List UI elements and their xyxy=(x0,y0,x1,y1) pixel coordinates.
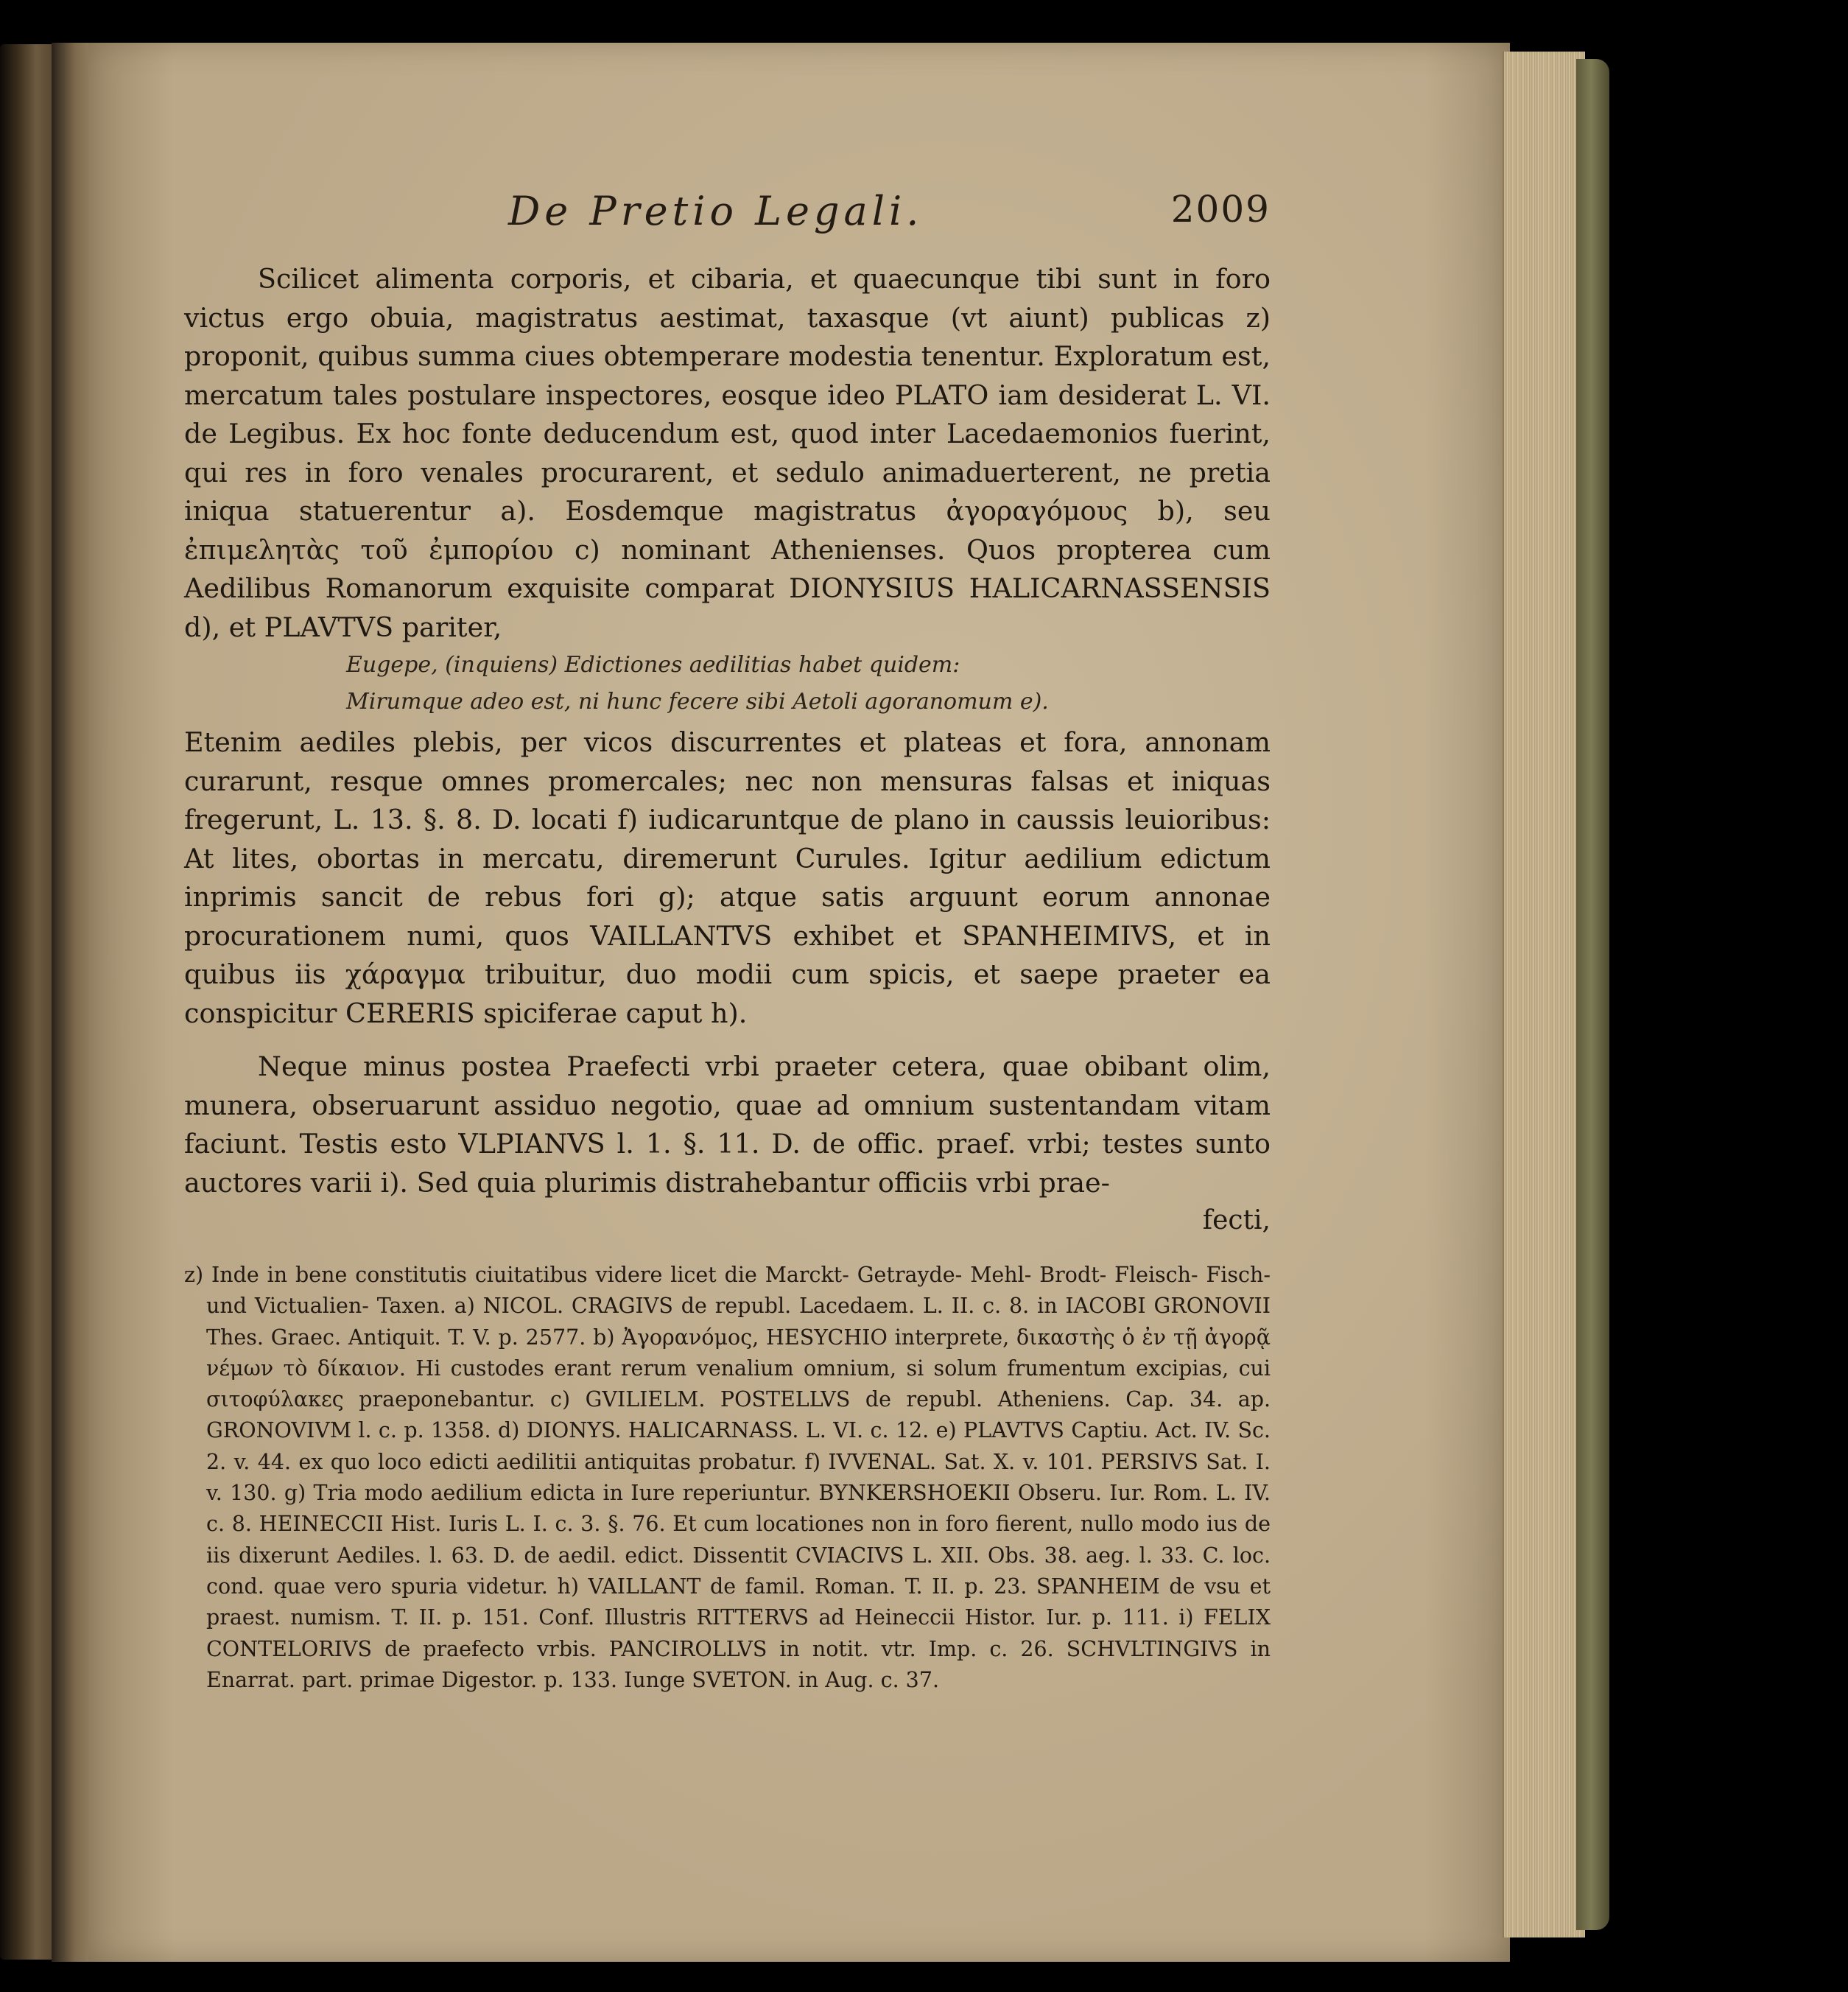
page-block-edge xyxy=(1503,52,1585,1937)
page-text-block xyxy=(184,180,1271,1696)
paragraph-2: Etenim aediles plebis, per vicos discurrentes et plateas et fora, annonam curarunt, resque omnes promercales; nec non mensuras falsas et iniquas fregerunt, L. 13. §. 8. D. locati f) iudicaruntque de plano in caussis leuioribus: At lites, obortas in mercatu, diremerunt Curules. Igitur aedilium edictum inprimis sancit de rebus fori g); atque satis arguunt eorum annonae procurationem numi, quos VAILLANTVS exhibet et SPANHEIMIVS, et in quibus iis χάραγμα tribuitur, duo modii cum spicis, et saepe praeter ea conspicitur CERERIS spiciferae caput h). xyxy=(184,726,1271,1029)
footnotes: z) Inde in bene constitutis ciuitatibus videre licet die Marckt- Getrayde- Mehl- Brodt- Fleisch- Fisch- und Victualien- Taxen. a) NICOL. CRAGIVS de republ. Lacedaem. L. II. c. 8. in IACOBI GRONOVII Thes. Graec. Antiquit. T. V. p. 2577. b) Ἀγορανόμος, HESYCHIO interprete, δικαστὴς ὁ ἐν τῇ ἀγορᾷ νέμων τὸ δίκαιον. Hi custodes erant rerum venalium omnium, si solum frumentum excipias, cui σιτοφύλακες praeponebantur. c) GVILIELM. POSTELLVS de republ. Atheniens. Cap. 34. ap. GRONOVIVM l. c. p. 1358. d) DIONYS. HALICARNASS. L. VI. c. 12. e) PLAVTVS Captiu. Act. IV. Sc. 2. v. 44. ex quo loco edicti aedilitii antiquitas probatur. f) IVVENAL. Sat. X. v. 101. PERSIVS Sat. I. v. 130. g) Tria modo aedilium edicta in Iure reperiuntur. BYNKERSHOEKII Obseru. Iur. Rom. L. IV. c. 8. HEINECCII Hist. Iuris L. I. c. 3. §. 76. Et cum locationes non in foro fierent, nullo modo ius de iis dixerunt Aediles. l. 63. D. de aedil. edict. Dissentit CVIACIVS L. XII. Obs. 38. aeg. l. 33. C. loc. cond. quae vero spuria videtur. h) VAILLANT de famil. Roman. T. II. p. 23. SPANHEIM de vsu et praest. numism. T. II. p. 151. Conf. Illustris RITTERVS ad Heineccii Histor. Iur. p. 111. i) FELIX CONTELORIVS de praefecto vrbis. PANCIROLLVS in notit. vtr. Imp. c. 26. SCHVLTINGIVS in Enarrat. part. primae Digestor. p. 133. Iunge SVETON. in Aug. c. 37. xyxy=(184,1263,1271,1692)
paragraph-3: Neque minus postea Praefecti vrbi praeter cetera, quae obibant olim, munera, obseruarunt assiduo negotio, quae ad omnium sustentandam vitam faciunt. Testis esto VLPIANVS l. 1. §. 11. D. de offic. praef. vrbi; testes sunto auctores varii i). Sed quia plurimis distrahebantur officiis vrbi prae- xyxy=(184,1051,1271,1199)
left-page-edge xyxy=(0,44,52,1960)
verse-line-2: Mirumque adeo est, ni hunc fecere sibi Aetoli agoranomum e). xyxy=(346,689,1049,715)
page-number: 2009 xyxy=(1170,188,1271,231)
catchword: fecti, xyxy=(1202,1205,1271,1235)
running-title: De Pretio Legali. xyxy=(508,188,924,234)
page-header xyxy=(184,180,1271,247)
paragraph-1: Scilicet alimenta corporis, et cibaria, et quaecunque tibi sunt in foro victus ergo obuia, magistratus aestimat, taxasque (vt aiunt) publicas z) proponit, quibus summa ciues obtemperare modestia tenentur. Exploratum est, mercatum tales postulare inspectores, eosque ideo PLATO iam desiderat L. VI. de Legibus. Ex hoc fonte deducendum est, quod inter Lacedaemonios fuerint, qui res in foro venales procurarent, et sedulo animaduerterent, ne pretia iniqua statuerentur a). Eosdemque magistratus ἀγοραγόμους b), seu ἐπιμελητὰς τοῦ ἐμπορίου c) nominant Athenienses. Quos propterea cum Aedilibus Romanorum exquisite comparat DIONYSIUS HALICARNASSENSIS d), et PLAVTVS pariter, xyxy=(184,263,1271,643)
book-cover-edge xyxy=(1576,59,1609,1930)
verse-line-1: Eugepe, (inquiens) Edictiones aedilitias habet quidem: xyxy=(346,652,960,678)
